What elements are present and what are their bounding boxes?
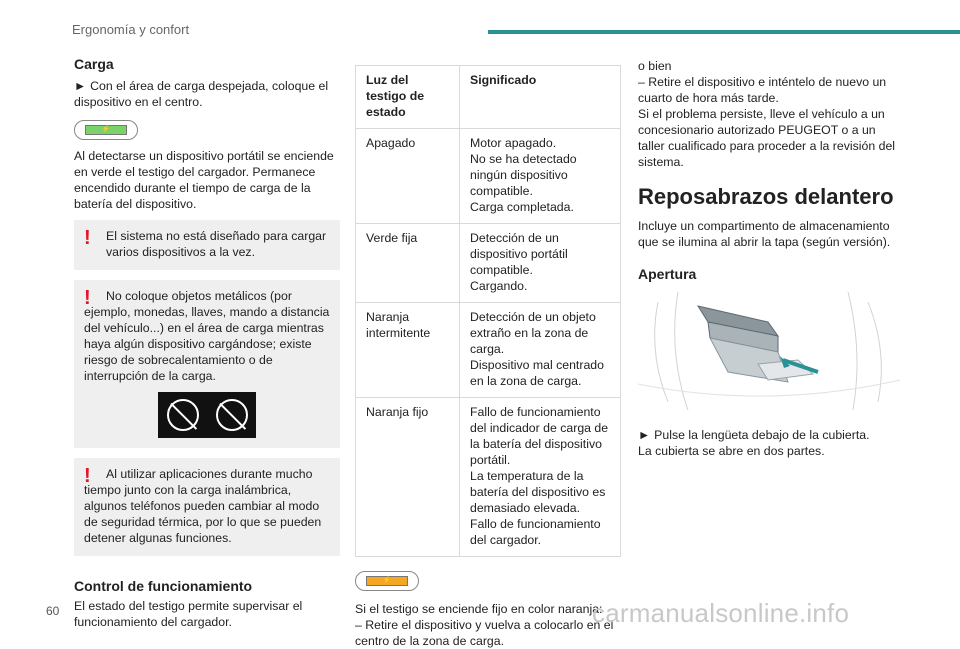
armrest-illustration [638, 292, 900, 412]
table-row [356, 129, 621, 224]
table-header-row [356, 66, 621, 129]
table-cell-state: Apagado [356, 129, 460, 224]
no-key-icon [167, 399, 199, 431]
header-accent-bar [488, 30, 960, 34]
column-right [638, 58, 900, 459]
armrest-heading: Reposabrazos delantero [638, 184, 894, 209]
warning-icon: ! [84, 227, 91, 249]
press-step [638, 427, 900, 443]
obien-text: o bien [638, 59, 672, 73]
step-arrow-icon: ► [74, 79, 87, 93]
watermark: carmanualsonline.info [592, 598, 850, 628]
carga-step-text: Con el área de carga despejada, coloque el dispositivo en el centro. [74, 79, 329, 109]
persist-text: Si el problema persiste, lleve el vehículo a un concesionario autorizado PEUGEOT o a un taller cualificado para proceder a la revisión del sistema. [638, 107, 896, 169]
control-heading: Control de funcionamiento [74, 578, 253, 594]
table-cell-state: Naranja intermitente [356, 303, 460, 398]
no-coins-icon [216, 399, 248, 431]
page-number: 60 [46, 604, 60, 618]
warning-icon: ! [84, 465, 91, 487]
carga-heading: Carga [74, 56, 114, 72]
table-header-meaning: Significado [460, 66, 621, 129]
table-header-state: Luz del testigo de estado [356, 66, 460, 129]
table-row [356, 303, 621, 398]
warning-icon: ! [84, 287, 91, 309]
header-title: Ergonomía y confort [72, 22, 190, 37]
warning-box-multiple-devices [74, 220, 340, 270]
armrest-text: Incluye un compartimento de almacenamiento que se ilumina al abrir la tapa (según versión). [638, 219, 891, 249]
table-cell-meaning: Fallo de funcionamiento del indicador de carga de la batería del dispositivo portátil. La temperatura de la batería del dispositivo es demasiado elevada. Fallo de funcionamiento del cargador. [460, 398, 621, 557]
step-arrow-icon: ► [638, 428, 651, 442]
column-left [74, 56, 340, 630]
carga-step [74, 78, 340, 110]
orange-charge-indicator-icon: ⚡ [355, 571, 419, 591]
warning-text: Al utilizar aplicaciones durante mucho tiempo junto con la carga inalámbrica, algunos teléfonos pueden cambiar al modo de seguridad térmica, por lo que se pueden detener algunas funciones. [84, 467, 322, 545]
detect-text: Al detectarse un dispositivo portátil se enciende en verde el testigo del cargador. Permanece encendido durante el tiempo de carga de la batería del dispositivo. [74, 149, 334, 211]
status-table [355, 65, 621, 557]
warning-box-thermal-mode [74, 458, 340, 556]
retry-text: – Retire el dispositivo e inténtelo de nuevo un cuarto de hora más tarde. [638, 75, 887, 105]
table-cell-state: Naranja fijo [356, 398, 460, 557]
table-cell-meaning: Detección de un dispositivo portátil compatible. Cargando. [460, 224, 621, 303]
table-row [356, 398, 621, 557]
table-cell-meaning: Motor apagado. No se ha detectado ningún dispositivo compatible. Carga completada. [460, 129, 621, 224]
table-row [356, 224, 621, 303]
opens-text: La cubierta se abre en dos partes. [638, 444, 825, 458]
table-cell-meaning: Detección de un objeto extraño en la zona de carga. Dispositivo mal centrado en la zona de carga. [460, 303, 621, 398]
no-metal-objects-pictogram [84, 392, 330, 438]
warning-text: No coloque objetos metálicos (por ejemplo, monedas, llaves, mando a distancia del vehículo...) en el área de carga mientras haya algún dispositivo cargándose; existe riesgo de sobrecalentamiento o de interrupción de la carga. [84, 289, 330, 383]
orange-text: Si el testigo se enciende fijo en color naranja: – Retire el dispositivo y vuelva a colocarlo en el centro de la zona de carga. [355, 602, 614, 648]
column-middle [355, 65, 621, 649]
warning-text: El sistema no está diseñado para cargar varios dispositivos a la vez. [106, 229, 327, 259]
press-step-text: Pulse la lengüeta debajo de la cubierta. [654, 428, 870, 442]
warning-box-metal-objects [74, 280, 340, 448]
green-charge-indicator-icon: ⚡ [74, 120, 138, 140]
table-cell-state: Verde fija [356, 224, 460, 303]
control-text: El estado del testigo permite supervisar el funcionamiento del cargador. [74, 599, 303, 629]
apertura-heading: Apertura [638, 266, 697, 282]
